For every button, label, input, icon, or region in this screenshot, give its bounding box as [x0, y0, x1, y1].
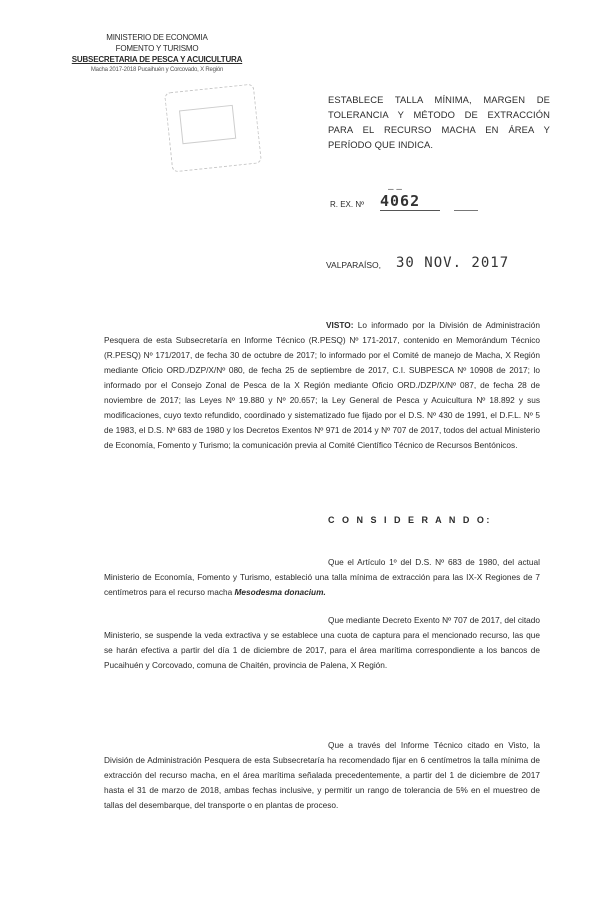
letterhead-reference: Macha 2017-2018 Pucaihuén y Corcovado, X Región [90, 67, 224, 73]
considerando-paragraph-3 [104, 738, 540, 813]
rex-dash-mark: – – [388, 184, 402, 195]
resolution-underline-2 [454, 210, 478, 211]
visto-paragraph [104, 318, 540, 453]
resolution-underline [380, 210, 440, 211]
resolution-date: 30 NOV. 2017 [396, 255, 510, 271]
visto-label: VISTO: [326, 320, 354, 330]
letterhead-ministry-2: FOMENTO Y TURISMO [115, 44, 199, 53]
letterhead-subsecretaria: SUBSECRETARIA DE PESCA Y ACUICULTURA [71, 55, 243, 64]
letterhead-ministry: MINISTERIO DE ECONOMIA [106, 33, 208, 42]
visto-text: Lo informado por la División de Administración Pesquera de esta Subsecretaría en Informe Técnico (R.PESQ) Nº 171-2017, contenido en Memorándum Técnico (R.PESQ) Nº 171/2017, de fecha 30 de octubre de 2017; lo informado por el Comité de manejo de Macha, X Región mediante Oficio ORD./DZP/X/Nº 080, de fecha 25 de septiembre de 2017, C.I. SUBPESCA Nº 10908 de 2017; lo informado por el Consejo Zonal de Pesca de la X Región mediante Oficio ORD./DZP/X/Nº 087, de fecha 28 de noviembre de 2017; las Leyes Nº 19.880 y Nº 20.657; la Ley General de Pesca y Acuicultura Nº 18.892 y sus modificaciones, cuyo texto refundido, coordinado y sistematizado fue fijado por el D.S. Nº 430 de 1991, el D.F.L. Nº 5 de 1983, el D.S. Nº 683 de 1980 y los Decretos Exentos Nº 971 de 2014 y Nº 707 de 2017, todos del actual Ministerio de Economía, Fomento y Turismo; la comunicación previa al Comité Científico Técnico de Recursos Bentónicos. [104, 320, 540, 450]
resolution-title: ESTABLECE TALLA MÍNIMA, MARGEN DE TOLERANCIA Y MÉTODO DE EXTRACCIÓN PARA EL RECURSO MACHA EN ÁREA Y PERÍODO QUE INDICA. [328, 94, 550, 150]
resolution-number: 4062 [380, 192, 421, 210]
letterhead [62, 32, 252, 76]
considerando-1-text: Que el Artículo 1º del D.S. Nº 683 de 1980, del actual Ministerio de Economía, Fomento y Turismo, estableció una talla mínima de extracción para las IX-X Regiones de 7 centímetros para el recurso macha [104, 557, 540, 597]
considerando-paragraph-2 [104, 613, 540, 673]
resolution-number-label: R. EX. Nº [330, 200, 365, 209]
resolution-number-block [330, 184, 490, 214]
considerando-heading: C O N S I D E R A N D O: [328, 515, 492, 525]
considerando-paragraph-1 [104, 555, 540, 600]
considerando-3-text: Que a través del Informe Técnico citado en Visto, la División de Administración Pesquera de esta Subsecretaría ha recomendado fijar en 6 centímetros la talla mínima de extracción del recurso macha, en el área marítima señalada precedentemente, a partir del 1 de diciembre de 2017 hasta el 31 de marzo de 2018, ambas fechas inclusive, y permitir un rango de tolerancia de 5% en el muestreo de tallas del desembarque, del transporte o en plantas de proceso. [104, 740, 540, 810]
place-label: VALPARAÍSO, [326, 260, 381, 270]
species-name: Mesodesma donacium. [234, 587, 326, 597]
received-stamp [164, 84, 262, 173]
considerando-2-text: Que mediante Decreto Exento Nº 707 de 2017, del citado Ministerio, se suspende la veda extractiva y se establece una cuota de captura para el mencionado recurso, las que se harán efectiva a partir del día 1 de diciembre de 2017, para el área marítima correspondiente a los bancos de Pucaihuén y Corcovado, comuna de Chaitén, provincia de Palena, X Región. [104, 615, 540, 670]
